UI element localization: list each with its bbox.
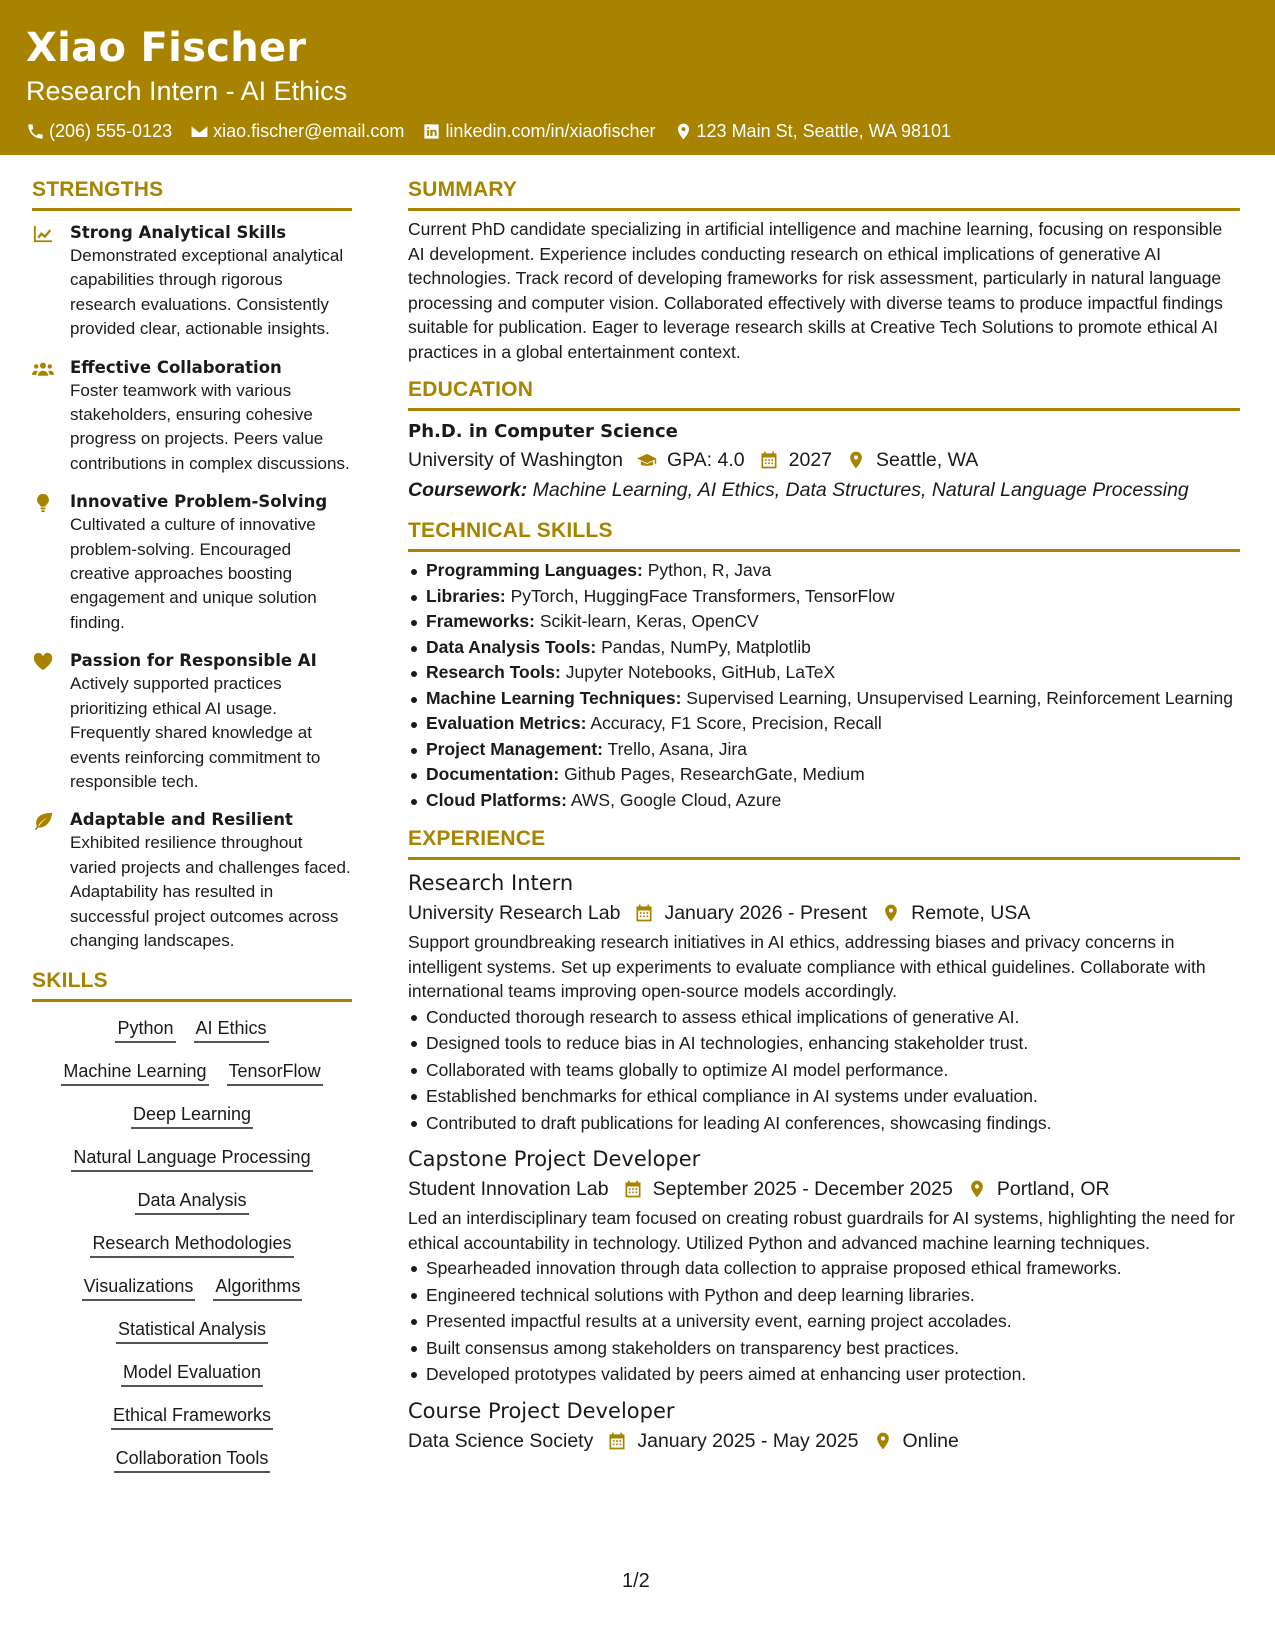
job-meta (408, 1174, 1240, 1204)
skill-category: Documentation: (426, 764, 560, 784)
list-item (408, 686, 1240, 712)
contact-bar (26, 118, 1249, 144)
heart-icon (32, 652, 54, 672)
job-dates: January 2025 - May 2025 (637, 1429, 859, 1452)
skill-chip: Model Evaluation (121, 1360, 263, 1387)
education-section (408, 376, 1240, 505)
skill-chip: Algorithms (213, 1274, 302, 1301)
list-item: Built consensus among stakeholders on transparency best practices. (408, 1335, 1240, 1362)
calendar-icon (759, 450, 779, 470)
technical-skills-section (408, 517, 1240, 813)
job-location: Online (902, 1429, 959, 1452)
list-item (408, 737, 1240, 763)
email-text: xiao.fischer@email.com (213, 121, 405, 141)
graduation-cap-icon (637, 450, 657, 470)
strength-desc: Exhibited resilience throughout varied projects and challenges faced. Adaptability has resulted in successful project outcomes across changing landscapes. (70, 833, 351, 950)
address-text: 123 Main St, Seattle, WA 98101 (696, 121, 952, 141)
map-marker-icon (674, 122, 693, 141)
job-meta (408, 1426, 1240, 1456)
strength-desc: Cultivated a culture of innovative problem-solving. Encouraged creative approaches boosting engagement and unique solution finding. (70, 515, 317, 632)
phone-text: (206) 555-0123 (49, 121, 173, 141)
job-description: Support groundbreaking research initiatives in AI ethics, addressing biases and privacy concerns in intelligent systems. Set up experiments to evaluate compliance with ethical guidelines. Collaborate with international teams improving open-source models accordingly. (408, 932, 1206, 1001)
list-item: Presented impactful results at a university event, earning project accolades. (408, 1308, 1240, 1335)
skills-heading: SKILLS (32, 967, 352, 1002)
strength-title: Passion for Responsible AI (70, 651, 317, 671)
skill-values: Python, R, Java (647, 560, 772, 580)
list-item: Established benchmarks for ethical compliance in AI systems under evaluation. (408, 1083, 1240, 1110)
strength-desc: Foster teamwork with various stakeholders, ensuring cohesive progress on projects. Peers value contributions in complex discussions. (70, 380, 350, 473)
skill-values: PyTorch, HuggingFace Transformers, TensorFlow (510, 585, 895, 606)
technical-skills-heading: TECHNICAL SKILLS (408, 517, 1240, 552)
contact-phone[interactable] (26, 118, 172, 144)
coursework-label: Coursework: (408, 479, 528, 501)
coursework-list: Machine Learning, AI Ethics, Data Structures, Natural Language Processing (532, 479, 1189, 501)
skill-chip: Statistical Analysis (116, 1317, 268, 1344)
skill-chip: Data Analysis (135, 1188, 248, 1215)
skill-chip: Collaboration Tools (114, 1446, 271, 1473)
skill-values: Scikit-learn, Keras, OpenCV (539, 611, 759, 631)
summary-text: Current PhD candidate specializing in artificial intelligence and machine learning, focusing on responsible AI development. Experience includes conducting research on ethical implications of generative AI technologies. Track record of developing frameworks for risk assessment, particularly in natural language processing and computer vision. Collaborated effectively with diverse teams to produce impactful findings suitable for publication. Eager to leverage research skills at Creative Tech Solutions to promote ethical AI practices in a global entertainment context. (408, 219, 1223, 362)
job-org: University Research Lab (408, 902, 621, 924)
chart-line-icon (32, 224, 54, 244)
map-marker-icon (873, 1431, 893, 1451)
skill-chip: Natural Language Processing (71, 1145, 312, 1172)
contact-linkedin[interactable] (422, 118, 655, 144)
technical-skills-list (408, 558, 1240, 813)
list-item (408, 635, 1240, 661)
job-title: Research Intern (408, 871, 574, 895)
skill-category: Programming Languages: (426, 560, 643, 580)
skill-category: Cloud Platforms: (426, 789, 567, 810)
experience-heading: EXPERIENCE (408, 825, 1240, 860)
skill-values: Github Pages, ResearchGate, Medium (564, 764, 865, 784)
skill-category: Data Analysis Tools: (426, 636, 597, 657)
skill-category: Project Management: (426, 738, 603, 759)
list-item: Collaborated with teams globally to optimize AI model performance. (408, 1057, 1240, 1084)
lightbulb-icon (32, 493, 54, 513)
school-location: Seattle, WA (876, 449, 979, 471)
education-meta (408, 445, 1240, 475)
leaf-icon (32, 811, 54, 831)
strength-title: Strong Analytical Skills (70, 223, 287, 242)
job-description: Led an interdisciplinary team focused on creating robust guardrails for AI systems, highlighting the need for ethical accountability in technology. Utilized Python and advanced machine learning techniques. (408, 1208, 1235, 1253)
calendar-icon (607, 1431, 627, 1451)
skill-values: Pandas, NumPy, Matplotlib (601, 636, 811, 657)
education-heading: EDUCATION (408, 376, 1240, 411)
strength-title: Innovative Problem-Solving (70, 492, 328, 512)
linkedin-icon (422, 122, 441, 141)
job-entry (408, 1396, 1240, 1456)
job-title: Capstone Project Developer (408, 1147, 701, 1171)
calendar-icon (623, 1179, 643, 1199)
list-item (408, 609, 1240, 635)
skill-category: Machine Learning Techniques: (426, 687, 682, 708)
strength-item (32, 490, 352, 635)
list-item: Conducted thorough research to assess ethical implications of generative AI. (408, 1004, 1240, 1031)
list-item: Spearheaded innovation through data collection to appraise proposed ethical frameworks. (408, 1255, 1240, 1282)
list-item: Engineered technical solutions with Python and deep learning libraries. (408, 1282, 1240, 1309)
map-marker-icon (846, 450, 866, 470)
list-item (408, 660, 1240, 686)
school-name: University of Washington (408, 449, 623, 471)
strengths-heading: STRENGTHS (32, 176, 352, 211)
skill-values: Jupyter Notebooks, GitHub, LaTeX (565, 662, 836, 682)
right-column (408, 176, 1240, 1456)
skill-category: Research Tools: (426, 662, 561, 682)
users-icon (32, 359, 54, 379)
strength-item (32, 808, 352, 953)
map-marker-icon (967, 1179, 987, 1199)
skills-list (32, 1016, 352, 1489)
job-dates: September 2025 - December 2025 (652, 1178, 953, 1200)
strength-desc: Actively supported practices prioritizing ethical AI usage. Frequently shared knowledge at events reinforcing commitment to responsible tech. (70, 674, 321, 791)
list-item (408, 788, 1240, 814)
skill-chip: Deep Learning (131, 1102, 253, 1129)
list-item (408, 711, 1240, 737)
strength-title: Effective Collaboration (70, 357, 282, 377)
skill-values: AWS, Google Cloud, Azure (570, 789, 782, 810)
list-item (408, 558, 1240, 584)
summary-heading: SUMMARY (408, 176, 1240, 211)
strength-item (32, 356, 352, 477)
skill-values: Supervised Learning, Unsupervised Learning, Reinforcement Learning (686, 687, 1234, 708)
contact-email[interactable] (190, 118, 404, 144)
map-marker-icon (881, 903, 901, 923)
calendar-icon (634, 903, 654, 923)
degree-title: Ph.D. in Computer Science (408, 421, 678, 442)
summary-section (408, 176, 1240, 364)
phone-icon (26, 122, 45, 141)
list-item (408, 762, 1240, 788)
strength-desc: Demonstrated exceptional analytical capabilities through rigorous research evaluations. Consistently provided clear, actionable insights. (70, 246, 344, 339)
job-entry (408, 1144, 1240, 1388)
list-item (408, 584, 1240, 610)
skill-chip: Visualizations (82, 1274, 196, 1301)
skill-values: Trello, Asana, Jira (607, 738, 747, 759)
skill-chip: TensorFlow (227, 1059, 323, 1086)
skill-chip: Machine Learning (61, 1059, 208, 1086)
job-dates: January 2026 - Present (664, 902, 868, 924)
strengths-list (32, 221, 352, 953)
strength-item (32, 649, 352, 794)
skill-chip: Python (115, 1016, 175, 1043)
candidate-name: Xiao Fischer (26, 25, 307, 71)
job-org: Student Innovation Lab (408, 1178, 609, 1200)
gpa-text: GPA: 4.0 (666, 449, 745, 471)
page-number: 1/2 (622, 1570, 650, 1592)
skill-category: Libraries: (426, 585, 506, 606)
linkedin-text: linkedin.com/in/xiaofischer (445, 121, 656, 141)
experience-section (408, 825, 1240, 1456)
graduation-year: 2027 (788, 449, 833, 471)
skill-category: Evaluation Metrics: (426, 713, 587, 733)
job-location: Portland, OR (996, 1178, 1110, 1200)
list-item: Designed tools to reduce bias in AI technologies, enhancing stakeholder trust. (408, 1030, 1240, 1057)
job-entry (408, 868, 1240, 1136)
strength-item (32, 221, 352, 342)
skill-chip: AI Ethics (194, 1016, 269, 1043)
job-org: Data Science Society (408, 1429, 594, 1452)
contact-address (674, 118, 952, 144)
list-item: Contributed to draft publications for leading AI conferences, showcasing findings. (408, 1110, 1240, 1137)
envelope-icon (190, 122, 209, 141)
skill-chip: Research Methodologies (90, 1231, 293, 1258)
candidate-role: Research Intern - AI Ethics (26, 76, 348, 106)
job-title: Course Project Developer (408, 1398, 675, 1423)
resume-header (0, 0, 1275, 155)
job-meta (408, 898, 1240, 928)
job-bullets (408, 1255, 1240, 1388)
skill-chip: Ethical Frameworks (111, 1403, 273, 1430)
job-bullets (408, 1004, 1240, 1137)
coursework (408, 475, 1240, 505)
left-column (32, 176, 352, 1489)
job-location: Remote, USA (911, 902, 1031, 924)
list-item: Developed prototypes validated by peers aimed at enhancing user protection. (408, 1361, 1240, 1388)
strength-title: Adaptable and Resilient (70, 810, 293, 830)
skill-values: Accuracy, F1 Score, Precision, Recall (590, 713, 882, 733)
skill-category: Frameworks: (426, 611, 535, 631)
